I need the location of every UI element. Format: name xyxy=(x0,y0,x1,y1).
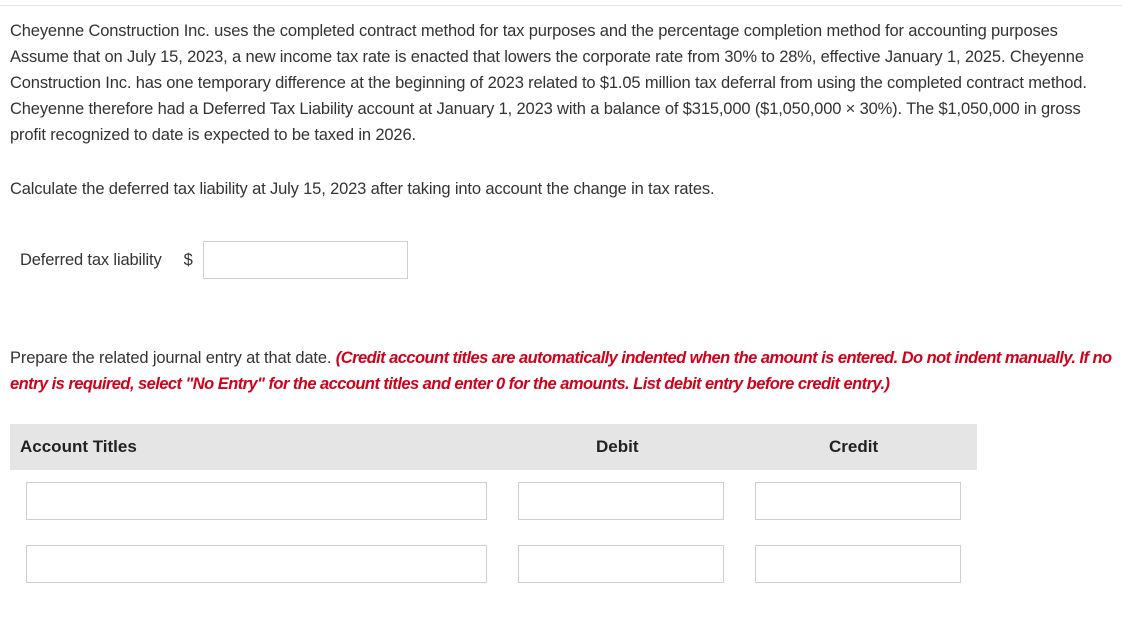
problem-statement: Cheyenne Construction Inc. uses the completed contract method for tax purposes and the percentage completion method for accounting purposes Assume that on July 15, 2023, a new income tax rate is enacted that lowers the corporate rate from 30% to 28%, effective January 1, 2025. Cheyenne Construction Inc. has one temporary difference at the beginning of 2023 related to $1.05 million tax deferral from using the completed contract method. Cheyenne therefore had a Deferred Tax Liability account at January 1, 2023 with a balance of $315,000 ($1,050,000 × 30%). The $1,050,000 in gross profit recognized to date is expected to be taxed in 2026. xyxy=(10,22,1087,144)
journal-instruction-text: Prepare the related journal entry at that date. xyxy=(10,349,336,367)
credit-amount-input[interactable] xyxy=(755,545,961,583)
deferred-tax-liability-input[interactable] xyxy=(203,241,408,279)
account-title-input[interactable] xyxy=(26,482,487,520)
journal-instructions xyxy=(10,345,1118,397)
credit-amount-input[interactable] xyxy=(755,482,961,520)
debit-header: Debit xyxy=(596,437,639,456)
account-title-input[interactable] xyxy=(26,545,487,583)
account-titles-header: Account Titles xyxy=(20,437,137,456)
question-prompt: Calculate the deferred tax liability at July 15, 2023 after taking into account the change in tax rates. xyxy=(10,180,715,198)
top-divider xyxy=(0,5,1122,6)
debit-amount-input[interactable] xyxy=(518,545,724,583)
journal-entry-table xyxy=(10,424,977,470)
credit-header: Credit xyxy=(829,437,879,456)
currency-symbol: $ xyxy=(183,250,193,269)
debit-amount-input[interactable] xyxy=(518,482,724,520)
journal-entry-row xyxy=(10,482,977,520)
journal-entry-row xyxy=(10,545,977,583)
deferred-tax-liability-label: Deferred tax liability xyxy=(20,250,162,269)
journal-table-header xyxy=(10,424,977,470)
deferred-tax-liability-row xyxy=(20,241,408,279)
journal-instruction-emphasis: (Credit account titles are automatically indented when the amount is entered. Do not indent manually. If no entry is required, select "No Entry" for the account titles and enter 0 for the amounts. List debit entry before credit entry.) xyxy=(10,349,1112,393)
